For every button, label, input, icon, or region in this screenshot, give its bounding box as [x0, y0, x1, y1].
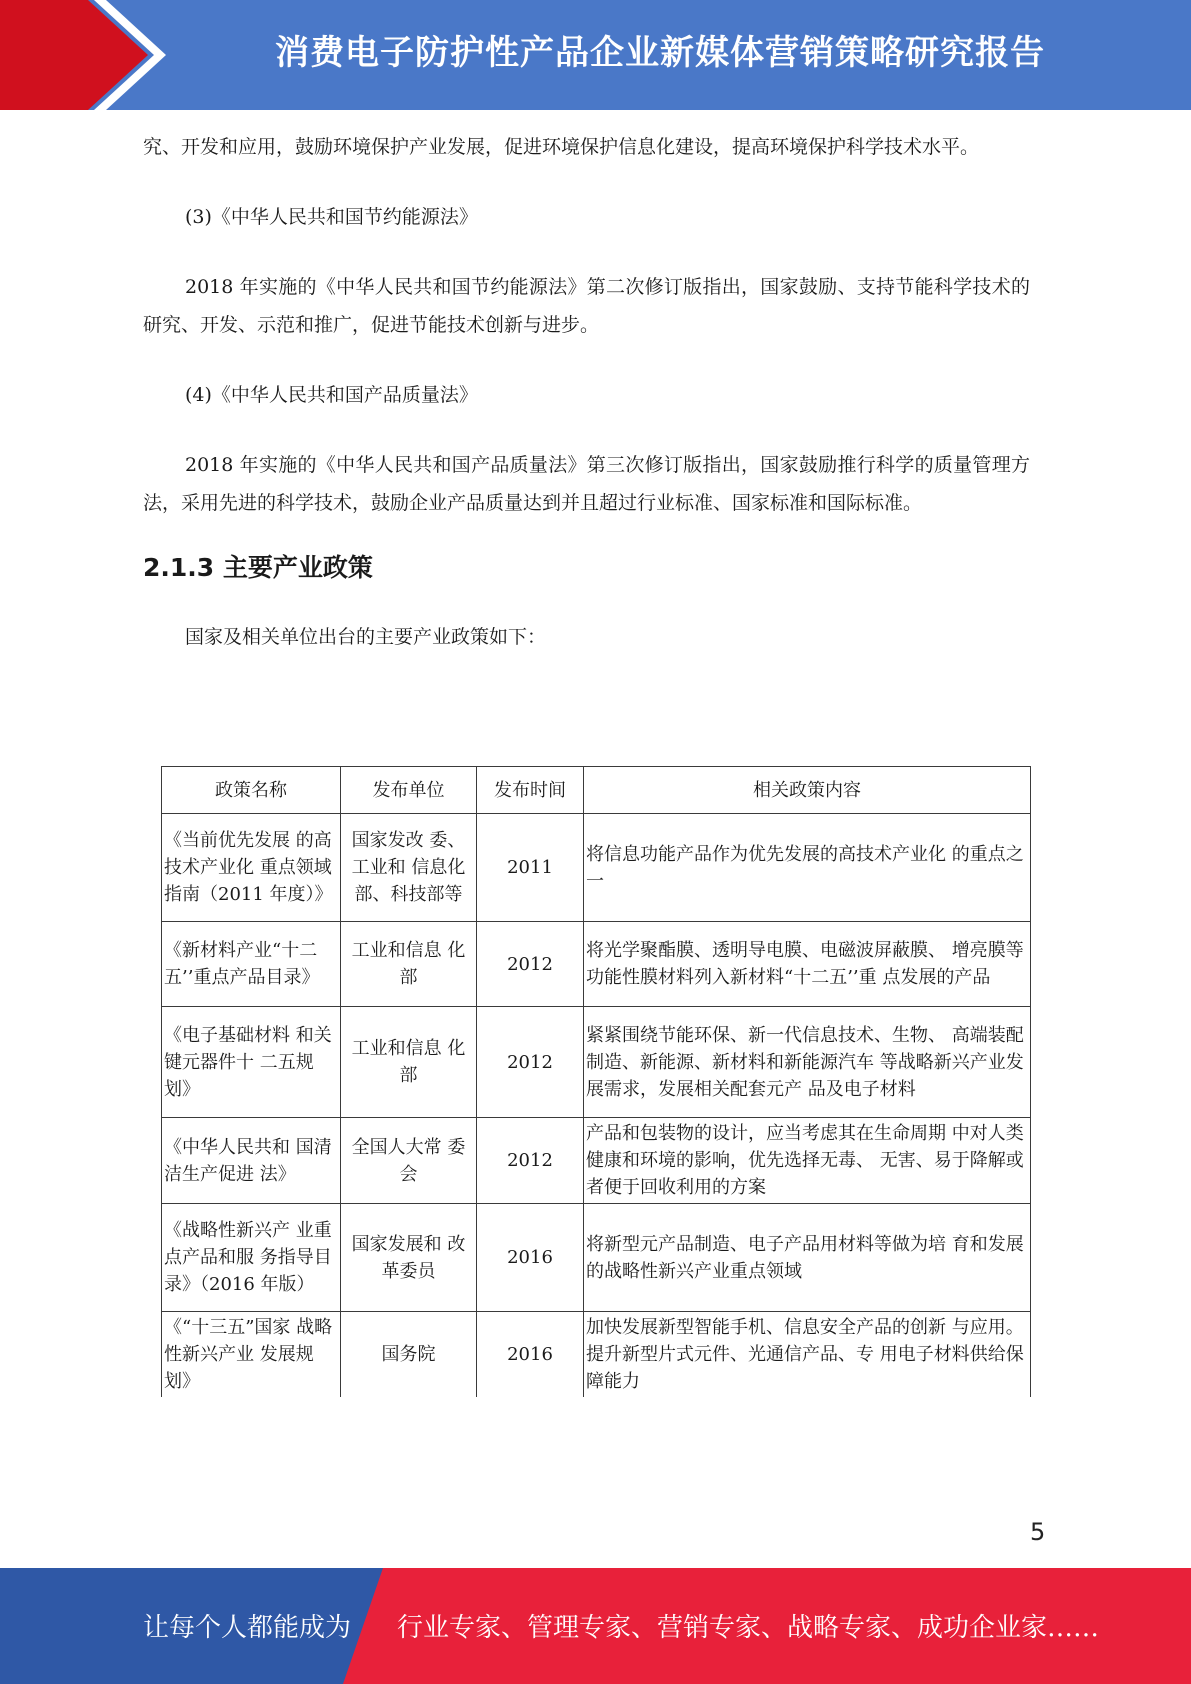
table-row — [162, 1312, 1031, 1398]
table-row — [162, 1118, 1031, 1204]
issuer-cell: 国务院 — [341, 1312, 477, 1398]
law-4-text: 2018 年实施的《中华人民共和国产品质量法》第三次修订版指出，国家鼓励推行科学的质量管理方法，采用先进的科学技术，鼓励企业产品质量达到并且超过行业标准、国家标准和国际标准。 — [143, 454, 1030, 514]
header-issuer: 发布单位 — [341, 767, 477, 814]
law-3-title: (3)《中华人民共和国节约能源法》 — [185, 206, 478, 228]
page-header — [0, 0, 1191, 110]
year-cell: 2012 — [477, 1007, 584, 1118]
header-content: 相关政策内容 — [584, 767, 1031, 814]
policy-name-cell: 《新材料产业“十二五’’重点产品目录》 — [162, 922, 341, 1007]
issuer-cell: 工业和信息 化部 — [341, 922, 477, 1007]
policy-name-cell: 《“十三五”国家 战略性新兴产业 发展规划》 — [162, 1312, 341, 1398]
year-cell: 2011 — [477, 814, 584, 922]
footer-slogan-left: 让每个人都能成为 — [143, 1613, 352, 1643]
policy-table — [161, 766, 1031, 1397]
header-policy-name: 政策名称 — [162, 767, 341, 814]
table-row — [162, 1007, 1031, 1118]
paragraph-environment: 究、开发和应用，鼓励环境保护产业发展，促进环境保护信息化建设，提高环境保护科学技术水平。 — [143, 136, 980, 158]
issuer-cell: 工业和信息 化部 — [341, 1007, 477, 1118]
policy-name-cell: 《当前优先发展 的高技术产业化 重点领域指南（2011 年度）》 — [162, 814, 341, 922]
content-cell: 紧紧围绕节能环保、新一代信息技术、生物、 高端装配制造、新能源、新材料和新能源汽车 等战略新兴产业发展需求，发展相关配套元产 品及电子材料 — [584, 1007, 1031, 1118]
document-body — [143, 128, 1030, 656]
issuer-cell: 国家发展和 改革委员 — [341, 1204, 477, 1312]
issuer-cell: 全国人大常 委会 — [341, 1118, 477, 1204]
content-cell: 产品和包装物的设计，应当考虑其在生命周期 中对人类健康和环境的影响，优先选择无毒、 无害、易于降解或者便于回收利用的方案 — [584, 1118, 1031, 1204]
policy-name-cell: 《中华人民共和 国清洁生产促进 法》 — [162, 1118, 341, 1204]
header-date: 发布时间 — [477, 767, 584, 814]
content-cell: 将光学聚酯膜、透明导电膜、电磁波屏蔽膜、 增亮膜等功能性膜材料列入新材料“十二五’’重 点发展的产品 — [584, 922, 1031, 1007]
page-number: 5 — [1030, 1518, 1046, 1546]
law-4-title: (4)《中华人民共和国产品质量法》 — [185, 384, 478, 406]
table-row — [162, 922, 1031, 1007]
issuer-cell: 国家发改 委、工业和 信息化部、科技部等 — [341, 814, 477, 922]
law-3-text: 2018 年实施的《中华人民共和国节约能源法》第二次修订版指出，国家鼓励、支持节能科学技术的研究、开发、示范和推广，促进节能技术创新与进步。 — [143, 276, 1030, 336]
content-cell: 将新型元产品制造、电子产品用材料等做为培 育和发展的战略性新兴产业重点领域 — [584, 1204, 1031, 1312]
year-cell: 2012 — [477, 922, 584, 1007]
table-header-row — [162, 767, 1031, 814]
table-row — [162, 814, 1031, 922]
year-cell: 2012 — [477, 1118, 584, 1204]
section-heading: 2.1.3 主要产业政策 — [143, 553, 373, 582]
year-cell: 2016 — [477, 1312, 584, 1398]
policy-name-cell: 《战略性新兴产 业重点产品和服 务指导目录》（2016 年版） — [162, 1204, 341, 1312]
report-title: 消费电子防护性产品企业新媒体营销策略研究报告 — [275, 33, 1045, 73]
content-cell: 加快发展新型智能手机、信息安全产品的创新 与应用。提升新型片式元件、光通信产品、专 用电子材料供给保障能力 — [584, 1312, 1031, 1398]
policy-name-cell: 《电子基础材料 和关键元器件十 二五规划》 — [162, 1007, 341, 1118]
table-row — [162, 1204, 1031, 1312]
header-arrow-decoration — [0, 0, 170, 110]
year-cell: 2016 — [477, 1204, 584, 1312]
table-intro: 国家及相关单位出台的主要产业政策如下： — [185, 626, 547, 648]
content-cell: 将信息功能产品作为优先发展的高技术产业化 的重点之一 — [584, 814, 1031, 922]
footer-slogan-right: 行业专家、管理专家、营销专家、战略专家、成功企业家…… — [397, 1613, 1100, 1643]
